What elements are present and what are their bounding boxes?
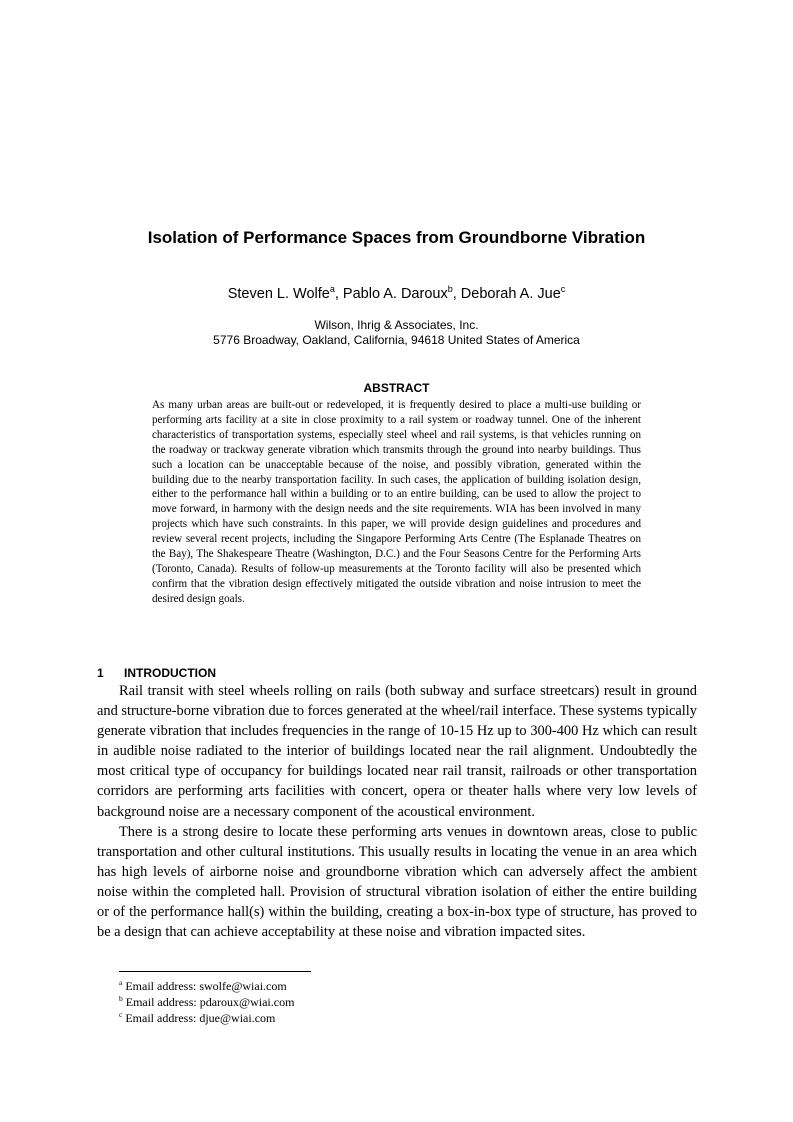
author-list bbox=[0, 285, 793, 303]
author-name: Deborah A. Jue bbox=[460, 286, 561, 302]
affiliation-organization: Wilson, Ihrig & Associates, Inc. bbox=[314, 318, 479, 332]
footnote-mark: a bbox=[119, 978, 123, 987]
footnote-text: Email address: swolfe@wiai.com bbox=[125, 979, 287, 993]
author-name: Steven L. Wolfe bbox=[227, 286, 330, 302]
affiliation bbox=[0, 318, 793, 348]
abstract-heading: ABSTRACT bbox=[363, 381, 430, 395]
footnote-mark: b bbox=[119, 994, 123, 1003]
section-title: INTRODUCTION bbox=[124, 666, 216, 680]
footnote bbox=[119, 994, 294, 1010]
author-name: Pablo A. Daroux bbox=[342, 286, 448, 302]
section-body bbox=[97, 681, 697, 942]
footnote bbox=[119, 978, 294, 994]
section-heading bbox=[97, 666, 216, 680]
author-affiliation-mark: c bbox=[560, 284, 566, 294]
abstract-text: As many urban areas are built-out or redeveloped, it is frequently desired to place a multi-use building or performing arts facility at a site in close proximity to a rail system or roadway tunnel. One of the inherent characteristics of transportation systems, especially steel wheel and rail systems, is that vehicles running on the roadway or trackway generate vibration which transmits through the ground into nearby buildings. Thus such a location can be unacceptable because of the noise, and possibly vibration, generated within the building due to the nearby transportation facility. In such cases, the application of building isolation design, either to the performance hall within a building or to an entire building, can be used to allow the project to move forward, in harmony with the design needs and the site requirements. WIA has been involved in many projects which have such constraints. In this paper, we will provide design guidelines and procedures and review several recent projects, including the Singapore Performing Arts Centre (The Esplanade Theatres on the Bay), The Shakespeare Theatre (Washington, D.C.) and the Four Seasons Centre for the Performing Arts (Toronto, Canada). Results of follow-up measurements at the Toronto facility will also be presented which confirm that the vibration design effectively mitigated the outside vibration and noise intrusion to meet the desired design goals. bbox=[152, 399, 641, 605]
footnote-text: Email address: djue@wiai.com bbox=[125, 1011, 276, 1025]
author-affiliation-mark: b bbox=[447, 284, 453, 294]
footnote-divider bbox=[119, 971, 311, 972]
body-paragraph: There is a strong desire to locate these performing arts venues in downtown areas, close to public transportation and other cultural institutions. This usually results in locating the venue in an area which has high levels of airborne noise and groundborne vibration which can adversely affect the ambient noise within the completed hall. Provision of structural vibration isolation of either the entire building or of the performance hall(s) within the building, creating a box-in-box type of structure, has proved to be a design that can achieve acceptability at these noise and vibration impacted sites. bbox=[97, 823, 697, 941]
paper-title: Isolation of Performance Spaces from Groundborne Vibration bbox=[147, 228, 646, 247]
author-separator: , bbox=[334, 286, 343, 302]
author-affiliation-mark: a bbox=[329, 284, 335, 294]
author-separator: , bbox=[452, 286, 461, 302]
footnotes bbox=[119, 978, 294, 1026]
footnote bbox=[119, 1010, 294, 1026]
footnote-text: Email address: pdaroux@wiai.com bbox=[125, 995, 295, 1009]
body-paragraph: Rail transit with steel wheels rolling on rails (both subway and surface streetcars) result in ground and structure-borne vibration due to forces generated at the wheel/rail interface. These systems typically generate vibration that includes frequencies in the range of 10-15 Hz up to 300-400 Hz which can result in audible noise radiated to the interior of buildings located near the rail alignment. Undoubtedly the most critical type of occupancy for buildings located near rail transit, railroads or other transportation corridors are performing arts facilities with concert, opera or theater halls where very low levels of background noise are a necessary component of the acoustical environment. bbox=[97, 683, 697, 820]
section-number: 1 bbox=[97, 666, 104, 680]
affiliation-address: 5776 Broadway, Oakland, California, 94618 United States of America bbox=[213, 333, 580, 347]
footnote-mark: c bbox=[119, 1010, 123, 1019]
